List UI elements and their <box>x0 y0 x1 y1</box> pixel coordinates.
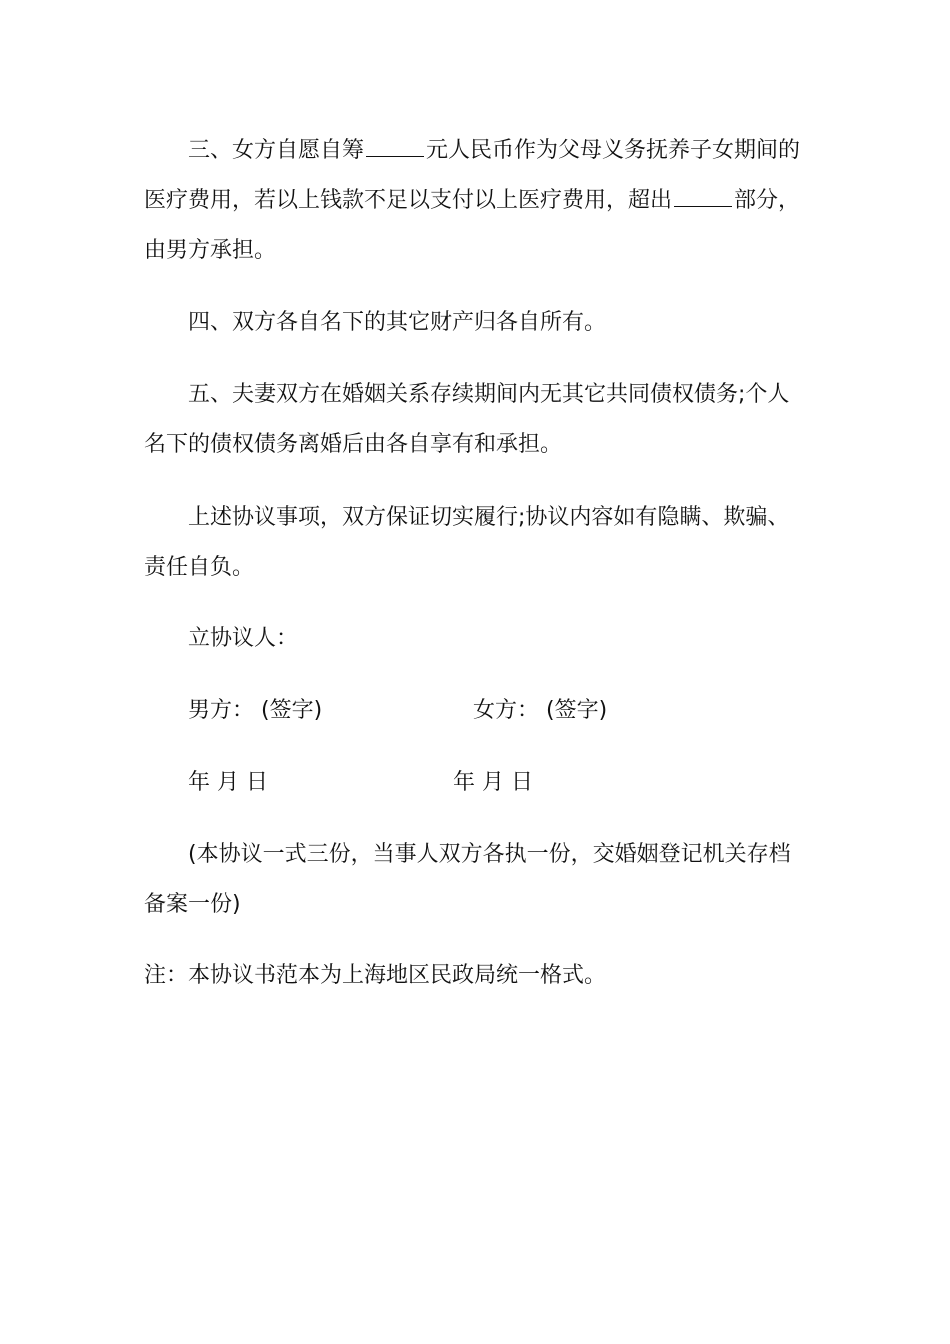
clause-three-part2: 元人民币作为父母义务抚养子女期间的医疗费用，若以上钱款不足以支付以上医疗费用，超出 <box>144 138 801 213</box>
clause-three-part3: 部分，由男方承担。 <box>144 188 801 263</box>
performance-statement: 上述协议事项，双方保证切实履行;协议内容如有隐瞒、欺骗、责任自负。 <box>144 505 790 580</box>
male-date-line: 年 月 日 <box>188 770 268 795</box>
excess-blank-line <box>674 188 732 207</box>
clause-three <box>144 126 809 276</box>
clause-four: 四、双方各自名下的其它财产归各自所有。 <box>188 310 607 335</box>
footnote: 注：本协议书范本为上海地区民政局统一格式。 <box>144 963 607 988</box>
signatories-label: 立协议人： <box>188 626 299 651</box>
clause-five: 五、夫妻双方在婚姻关系存续期间内无其它共同债权债务;个人名下的债权债务离婚后由各自享有和承担。 <box>144 382 790 457</box>
female-signature-line: 女方： (签字) <box>473 698 608 723</box>
clause-three-part1: 三、女方自愿自筹 <box>188 138 365 163</box>
male-signature-line: 男方： (签字) <box>188 698 323 723</box>
copies-note: (本协议一式三份，当事人双方各执一份，交婚姻登记机关存档备案一份) <box>144 842 791 917</box>
female-date-line: 年 月 日 <box>453 770 533 795</box>
amount-blank-line <box>366 138 424 157</box>
